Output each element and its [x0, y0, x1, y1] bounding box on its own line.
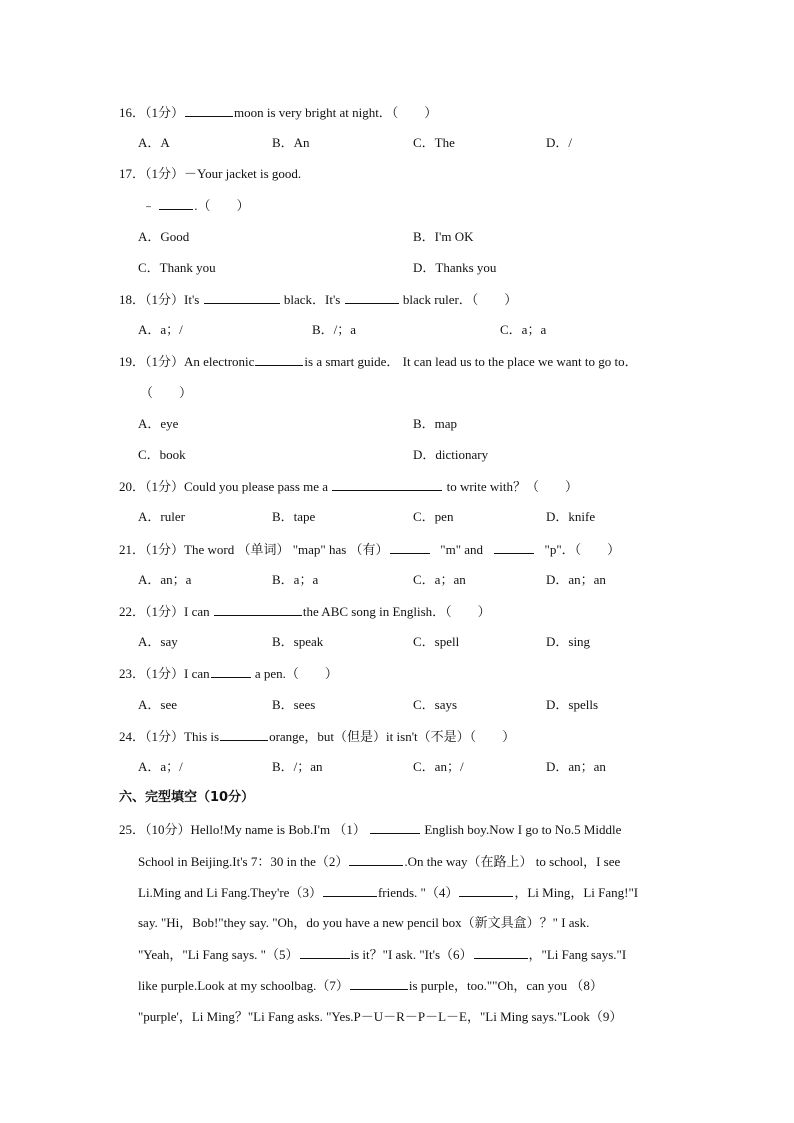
section-heading: 六、完型填空（10分）	[119, 790, 255, 805]
answer-blank-5[interactable]	[300, 945, 350, 959]
answer-blank[interactable]	[494, 540, 534, 554]
option-d[interactable]: D．knife	[546, 509, 596, 524]
answer-blank[interactable]	[204, 290, 280, 304]
option-a[interactable]: A．say	[138, 634, 178, 649]
question-text: moon is very bright at night．（ ）	[234, 105, 438, 120]
question-25-line-1	[119, 820, 621, 839]
option-d[interactable]: D．an；an	[546, 572, 606, 587]
option-c[interactable]: C．a；an	[413, 572, 466, 587]
question-text: the ABC song in English．（ ）	[302, 604, 491, 619]
answer-blank[interactable]	[211, 664, 251, 678]
question-25-line-5	[138, 945, 678, 964]
question-number: 16．（1分）	[119, 105, 185, 120]
question-18	[119, 290, 517, 309]
answer-blank[interactable]	[185, 103, 233, 117]
option-b[interactable]: B．tape	[272, 509, 316, 524]
answer-blank-1[interactable]	[370, 820, 420, 834]
question-25-line-6	[138, 976, 678, 995]
option-a[interactable]: A．A	[138, 135, 170, 150]
option-a[interactable]: A．Good	[138, 229, 190, 244]
option-c[interactable]: C．an；/	[413, 759, 464, 774]
option-c[interactable]: C．Thank you	[138, 260, 216, 275]
answer-blank-7[interactable]	[350, 976, 408, 990]
passage-text: School in Beijing.It's 7：30 in the（2）	[138, 854, 349, 869]
option-b[interactable]: B．a；a	[272, 572, 319, 587]
question-text: black ruler．（ ）	[402, 292, 518, 307]
question-19	[119, 352, 638, 371]
question-text: It's	[184, 292, 200, 307]
question-number: 19．（1分）	[119, 354, 185, 369]
option-d[interactable]: D．/	[546, 135, 573, 150]
question-24	[119, 727, 515, 746]
question-text: a pen.（ ）	[254, 666, 338, 681]
option-c[interactable]: C．pen	[413, 509, 454, 524]
question-17-reply	[142, 196, 250, 215]
question-23	[119, 664, 338, 683]
option-c[interactable]: C．spell	[413, 634, 460, 649]
answer-blank[interactable]	[255, 352, 303, 366]
question-number: 18．（1分）	[119, 292, 185, 307]
dash: ﹣	[142, 198, 156, 213]
passage-text: Li.Ming and Li Fang.They're（3）	[138, 885, 322, 900]
question-text: I can	[184, 604, 210, 619]
question-20	[119, 477, 578, 496]
option-b[interactable]: B．/；a	[312, 322, 357, 337]
option-d[interactable]: D．sing	[546, 634, 591, 649]
option-a[interactable]: A．a；/	[138, 759, 183, 774]
question-21	[119, 540, 620, 559]
answer-blank-3[interactable]	[323, 883, 377, 897]
question-17	[119, 165, 301, 183]
option-c[interactable]: C．book	[138, 447, 186, 462]
question-text: orange，but（但是）it isn't（不是）（ ）	[269, 729, 516, 744]
question-25-line-4: say. "Hi，Bob!"they say. "Oh，do you have a new pencil box（新文具盒）？" I ask.	[138, 915, 590, 930]
question-25-line-3	[138, 883, 678, 902]
answer-blank[interactable]	[390, 540, 430, 554]
question-number: 23．（1分）	[119, 666, 185, 681]
answer-blank[interactable]	[345, 290, 399, 304]
answer-blank[interactable]	[159, 196, 193, 210]
question-number: 22．（1分）	[119, 604, 185, 619]
question-text: to write with？（ ）	[446, 479, 579, 494]
passage-text: ，Li Ming，Li Fang!"I	[514, 885, 639, 900]
option-c[interactable]: C．a；a	[500, 322, 547, 337]
question-text: This is	[184, 729, 220, 744]
option-d[interactable]: D．spells	[546, 697, 599, 712]
option-d[interactable]: D．dictionary	[413, 447, 489, 462]
question-text: .（ ）	[194, 198, 250, 213]
question-text: "m" and	[440, 542, 484, 557]
question-text: is a smart guide． It can lead us to the place we want to go to．	[304, 354, 638, 369]
option-c[interactable]: C．The	[413, 135, 455, 150]
option-a[interactable]: A．an；a	[138, 572, 192, 587]
answer-blank[interactable]	[332, 477, 442, 491]
option-c[interactable]: C．says	[413, 697, 458, 712]
option-b[interactable]: B．An	[272, 135, 310, 150]
answer-bracket: （ ）	[140, 385, 193, 400]
option-b[interactable]: B．map	[413, 416, 458, 431]
question-25-line-2	[138, 852, 678, 871]
answer-blank-2[interactable]	[349, 852, 403, 866]
answer-blank[interactable]	[220, 727, 268, 741]
question-22	[119, 602, 491, 621]
question-text: －Your jacket is good.	[184, 166, 302, 181]
question-number: 20．（1分）	[119, 479, 185, 494]
option-b[interactable]: B．speak	[272, 634, 324, 649]
option-b[interactable]: B．/；an	[272, 759, 323, 774]
question-16	[119, 103, 437, 122]
question-text: An electronic	[184, 354, 255, 369]
passage-text: is it？"I ask. "It's（6）	[350, 947, 473, 962]
option-a[interactable]: A．eye	[138, 416, 179, 431]
passage-text: ，"Li Fang says."I	[528, 947, 627, 962]
answer-blank-4[interactable]	[459, 883, 513, 897]
passage-text: is purple，too.""Oh，can you （8）	[408, 978, 603, 993]
option-a[interactable]: A．ruler	[138, 509, 185, 524]
option-d[interactable]: D．Thanks you	[413, 260, 497, 275]
option-d[interactable]: D．an；an	[546, 759, 606, 774]
question-text: I can	[184, 666, 210, 681]
passage-text: Hello!My name is Bob.I'm （1）	[190, 822, 366, 837]
question-text: "p"．（ ）	[544, 542, 621, 557]
question-text: black．It's	[283, 292, 341, 307]
question-25-line-7: "purple'，Li Ming？"Li Fang asks. "Yes.P－U－R－P－L－E，"Li Ming says."Look（9）	[138, 1009, 623, 1024]
answer-blank[interactable]	[214, 602, 302, 616]
passage-text: .On the way（在路上） to school，I see	[404, 854, 621, 869]
option-b[interactable]: B．sees	[272, 697, 316, 712]
question-number: 17．（1分）	[119, 166, 185, 181]
passage-text: like purple.Look at my schoolbag.（7）	[138, 978, 349, 993]
option-a[interactable]: A．see	[138, 697, 177, 712]
option-a[interactable]: A．a；/	[138, 322, 183, 337]
question-number: 24．（1分）	[119, 729, 185, 744]
question-number: 21．（1分）	[119, 542, 185, 557]
question-text: Could you please pass me a	[184, 479, 329, 494]
question-number: 25．（10分）	[119, 822, 191, 837]
option-b[interactable]: B．I'm OK	[413, 229, 474, 244]
passage-text: "Yeah，"Li Fang says. "（5）	[138, 947, 299, 962]
passage-text: friends. "（4）	[377, 885, 459, 900]
question-text: The word （单词） "map" has （有）	[184, 542, 389, 557]
answer-blank-6[interactable]	[474, 945, 528, 959]
passage-text: English boy.Now I go to No.5 Middle	[424, 822, 622, 837]
